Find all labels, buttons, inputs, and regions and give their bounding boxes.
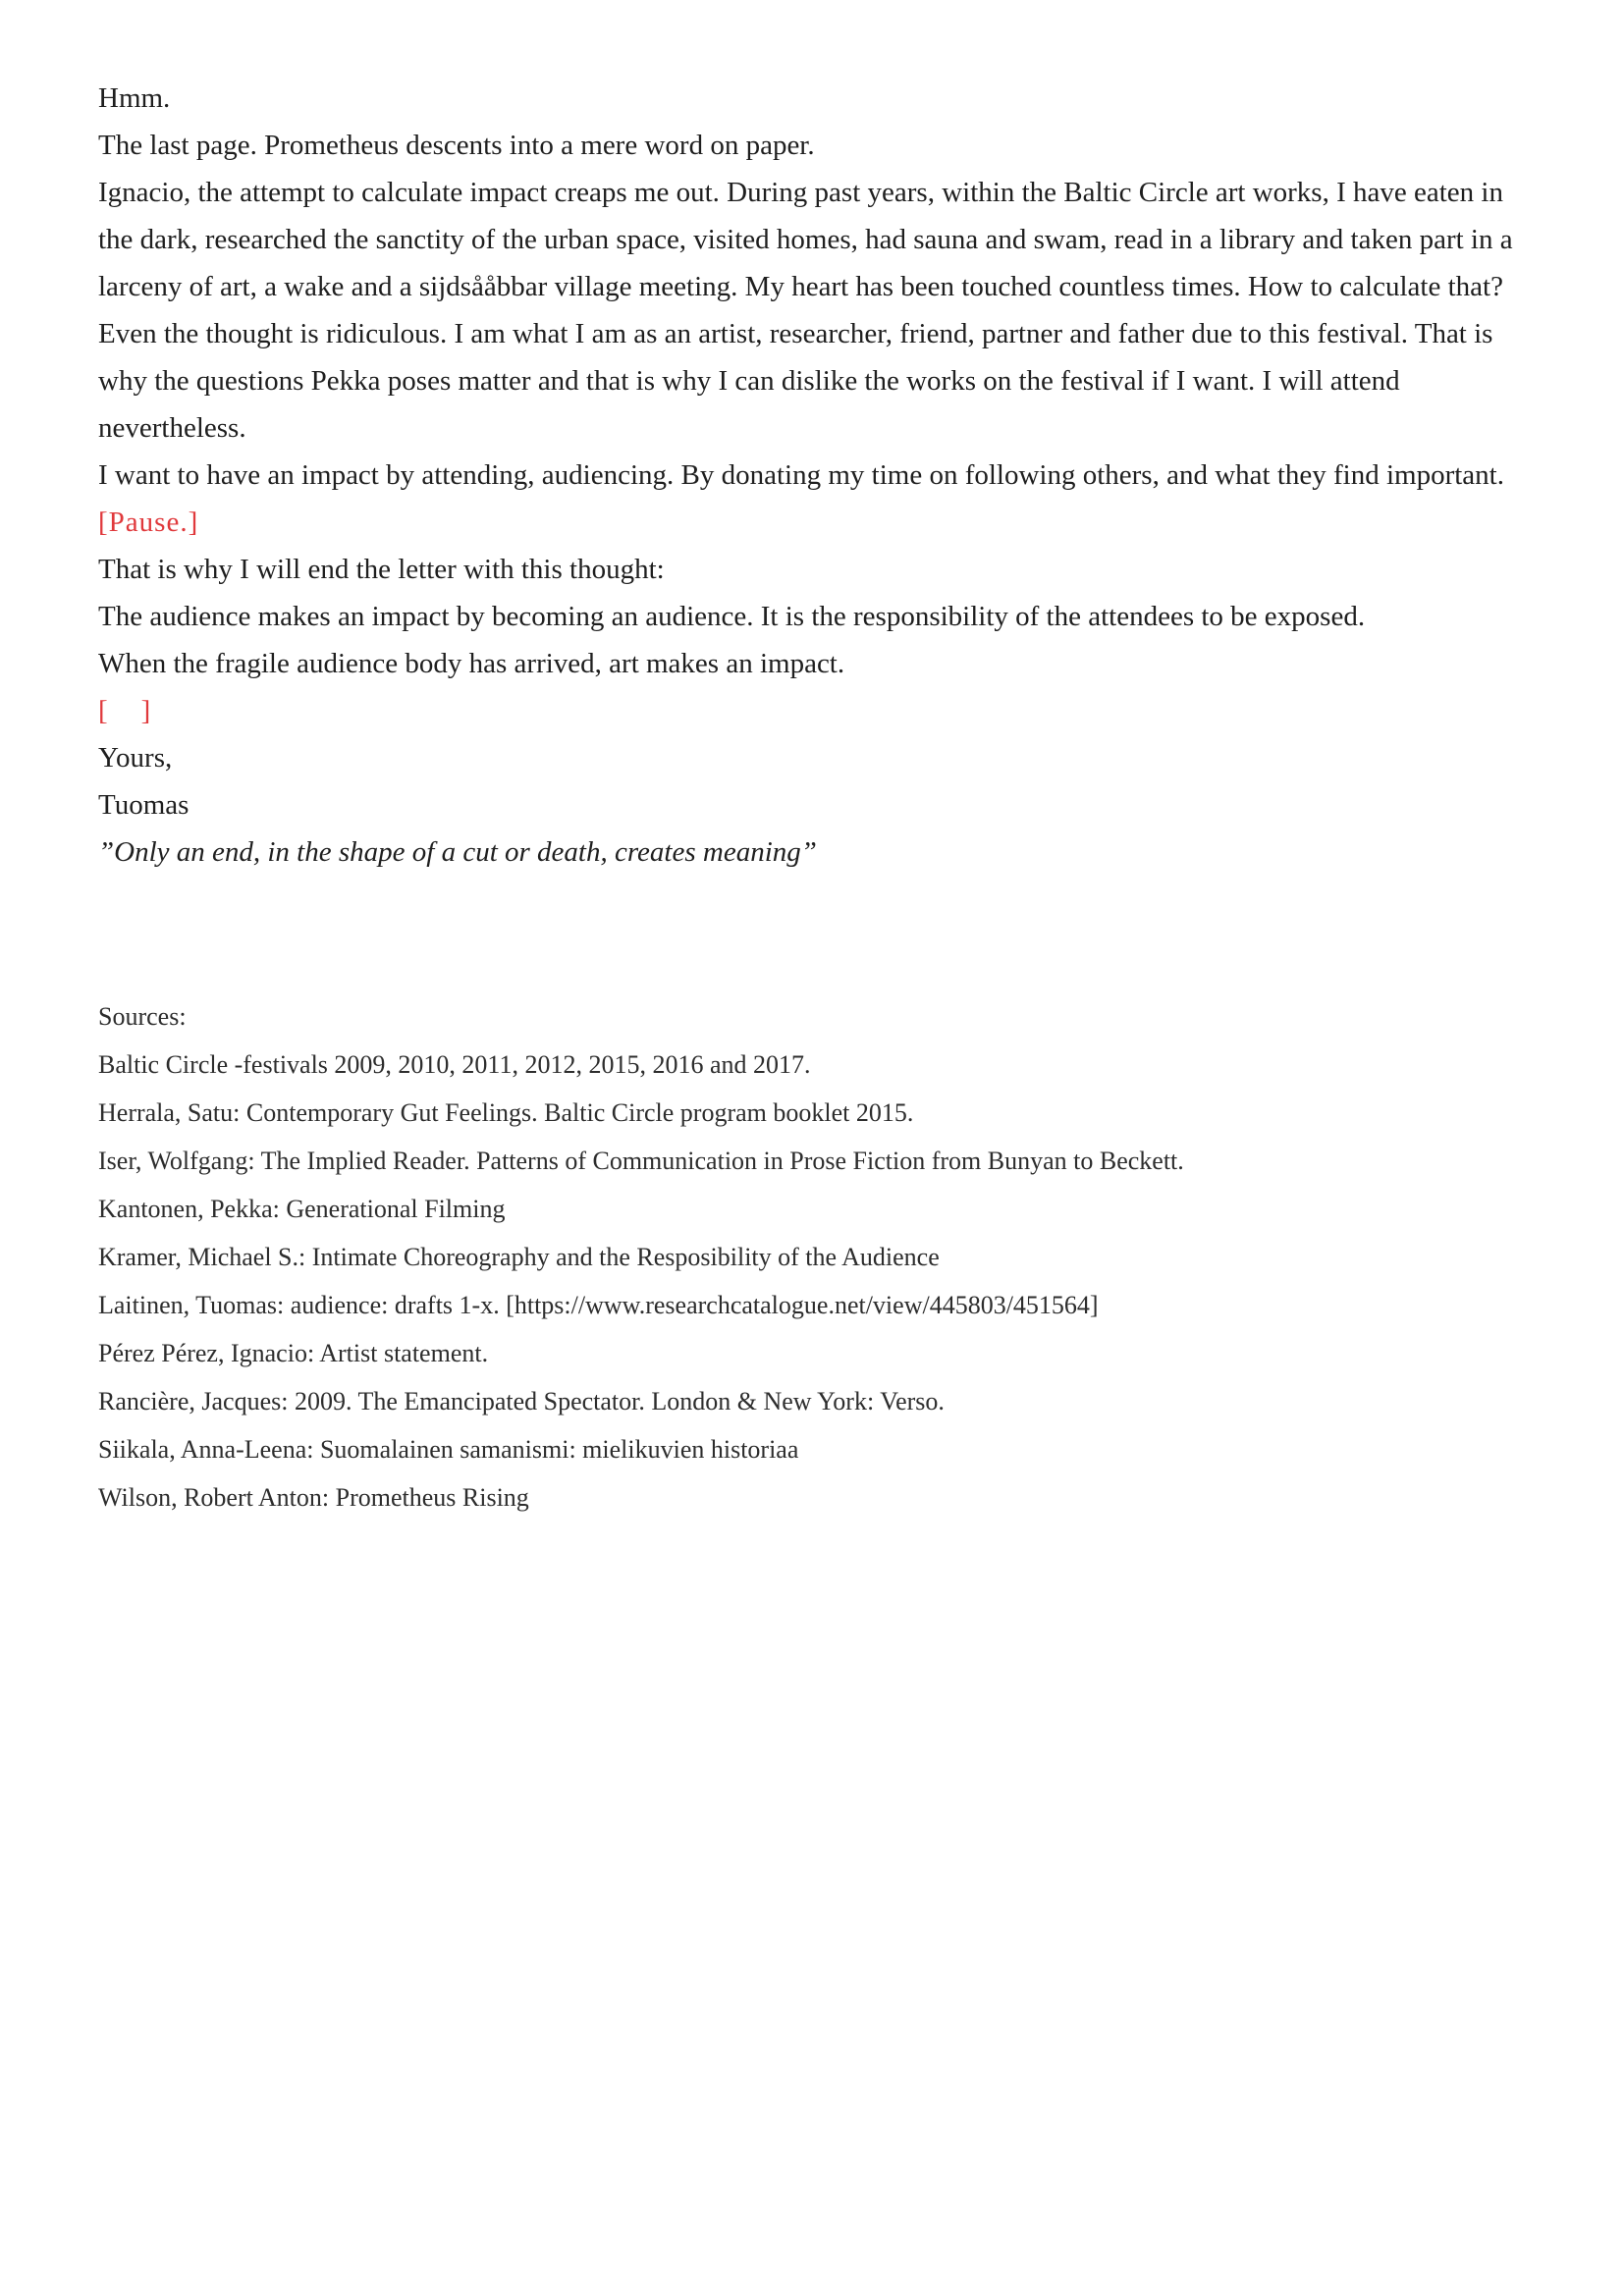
source-item: Siikala, Anna-Leena: Suomalainen samanismi: mielikuvien historiaa	[98, 1435, 799, 1464]
paragraph-last-page: The last page. Prometheus descents into a mere word on paper.	[98, 130, 815, 161]
paragraph-hmm: Hmm.	[98, 82, 171, 114]
empty-bracket-marker: [ ]	[98, 695, 152, 726]
paragraph-ignacio: Ignacio, the attempt to calculate impact creaps me out. During past years, within the Baltic Circle art works, I have eaten in the dark, researched the sanctity of the urban space, visited homes, had sauna and swam, read in a library and taken part in a larceny of art, a wake and a sijdsååbbar village meeting. My heart has been touched countless times. How to calculate that? Even the thought is ridiculous. I am what I am as an artist, researcher, friend, partner and father due to this festival. That is why the questions Pekka poses matter and that is why I can dislike the works on the festival if I want. I will attend nevertheless.	[98, 177, 1513, 444]
paragraph-audience-impact: The audience makes an impact by becoming an audience. It is the responsibility of the attendees to be exposed.	[98, 601, 1366, 632]
paragraph-fragile-audience: When the fragile audience body has arrived, art makes an impact.	[98, 648, 845, 679]
closing-signature: Tuomas	[98, 789, 189, 821]
source-item: Kramer, Michael S.: Intimate Choreography and the Resposibility of the Audience	[98, 1243, 940, 1271]
source-item: Wilson, Robert Anton: Prometheus Rising	[98, 1483, 529, 1512]
source-item: Herrala, Satu: Contemporary Gut Feelings. Baltic Circle program booklet 2015.	[98, 1098, 914, 1127]
paragraph-impact-by-attending: I want to have an impact by attending, audiencing. By donating my time on following others, and what they find important.	[98, 459, 1504, 491]
source-item: Baltic Circle -festivals 2009, 2010, 2011, 2012, 2015, 2016 and 2017.	[98, 1050, 811, 1079]
sources-section	[98, 992, 1532, 1522]
source-item: Laitinen, Tuomas: audience: drafts 1-x. [https://www.researchcatalogue.net/view/445803/451564]	[98, 1291, 1099, 1319]
paragraph-end-letter-thought: That is why I will end the letter with this thought:	[98, 554, 665, 585]
closing-quote: ”Only an end, in the shape of a cut or death, creates meaning”	[98, 836, 817, 868]
closing-yours: Yours,	[98, 742, 173, 774]
sources-heading: Sources:	[98, 1002, 187, 1031]
source-item: Kantonen, Pekka: Generational Filming	[98, 1195, 506, 1223]
source-item: Rancière, Jacques: 2009. The Emancipated Spectator. London & New York: Verso.	[98, 1387, 945, 1415]
source-item: Iser, Wolfgang: The Implied Reader. Patterns of Communication in Prose Fiction from Bunyan to Beckett.	[98, 1147, 1184, 1175]
source-item: Pérez Pérez, Ignacio: Artist statement.	[98, 1339, 489, 1367]
pause-marker: [Pause.]	[98, 507, 199, 538]
